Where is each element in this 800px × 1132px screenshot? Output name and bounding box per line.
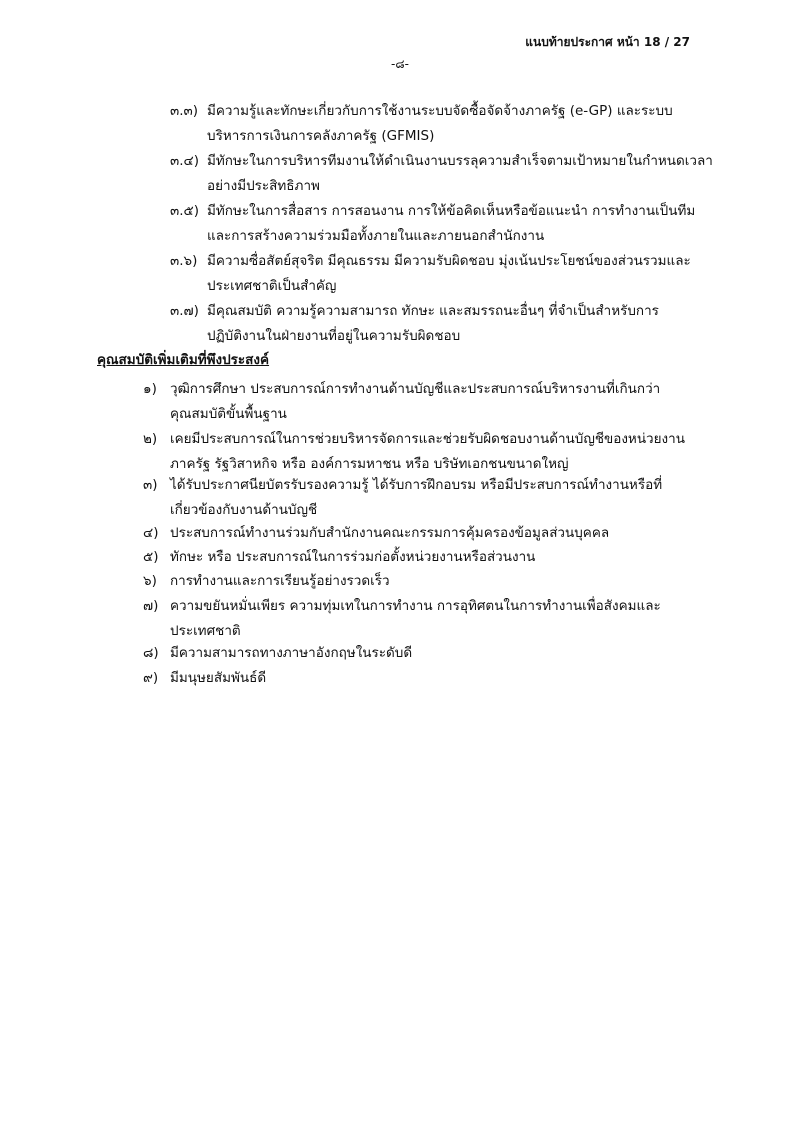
item-text: มีความสามารถทางภาษาอังกฤษในระดับดี — [170, 645, 413, 661]
list-item — [143, 545, 710, 570]
item-text: มีทักษะในการบริหารทีมงานให้ดำเนินงานบรรลุความสำเร็จตามเป้าหมายในกำหนดเวลา — [207, 153, 713, 169]
item-number: ๓.๗) — [170, 303, 199, 319]
item-number: ๓.๔) — [170, 153, 200, 169]
item-text: ได้รับประกาศนียบัตรรับรองความรู้ ได้รับการฝึกอบรม หรือมีประสบการณ์ทำงานหรือที่ — [170, 477, 663, 493]
item-number: ๓) — [143, 477, 158, 493]
list-item — [143, 377, 710, 427]
item-number: ๖) — [143, 573, 157, 589]
section-heading: คุณสมบัติเพิ่มเติมที่พึงประสงค์ — [97, 352, 270, 368]
page-number: -๘- — [391, 57, 409, 71]
item-number: ๘) — [143, 645, 159, 661]
list-item — [170, 299, 710, 349]
item-text: การทำงานและการเรียนรู้อย่างรวดเร็ว — [170, 573, 390, 589]
item-text: มีทักษะในการสื่อสาร การสอนงาน การให้ข้อคิดเห็นหรือข้อแนะนำ การทำงานเป็นทีม — [207, 203, 696, 219]
item-text: ความขยันหมั่นเพียร ความทุ่มเทในการทำงาน การอุทิศตนในการทำงานเพื่อสังคมและ — [170, 598, 661, 614]
item-number: ๔) — [143, 525, 159, 541]
item-text: เกี่ยวข้องกับงานด้านบัญชี — [170, 502, 318, 518]
item-text: และการสร้างความร่วมมือทั้งภายในและภายนอกสำนักงาน — [207, 228, 545, 244]
list-item — [143, 473, 710, 523]
item-number: ๓.๕) — [170, 203, 200, 219]
item-number: ๗) — [143, 598, 159, 614]
item-text: ประเทศชาติ — [170, 623, 241, 639]
item-number: ๙) — [143, 670, 159, 686]
item-text: เคยมีประสบการณ์ในการช่วยบริหารจัดการและช่วยรับผิดชอบงานด้านบัญชีของหน่วยงาน — [170, 431, 685, 447]
item-text: มีมนุษยสัมพันธ์ดี — [170, 670, 267, 686]
item-text: ทักษะ หรือ ประสบการณ์ในการร่วมก่อตั้งหน่วยงานหรือส่วนงาน — [170, 549, 536, 565]
page-header: แนบท้ายประกาศ หน้า 18 / 27 — [525, 35, 690, 49]
item-number: ๒) — [143, 431, 158, 447]
list-item — [143, 521, 710, 546]
item-number: ๓.๓) — [170, 103, 199, 119]
list-item — [143, 641, 710, 666]
item-text: วุฒิการศึกษา ประสบการณ์การทำงานด้านบัญชีและประสบการณ์บริหารงานที่เกินกว่า — [170, 381, 661, 397]
item-text: บริหารการเงินการคลังภาครัฐ (GFMIS) — [207, 128, 435, 144]
item-text: ประสบการณ์ทำงานร่วมกับสำนักงานคณะกรรมการคุ้มครองข้อมูลส่วนบุคคล — [170, 525, 610, 541]
item-text: อย่างมีประสิทธิภาพ — [207, 178, 320, 194]
item-number: ๑) — [143, 381, 157, 397]
list-item — [170, 99, 710, 149]
item-text: ภาครัฐ รัฐวิสาหกิจ หรือ องค์การมหาชน หรือ บริษัทเอกชนขนาดใหญ่ — [170, 456, 569, 472]
item-text: มีคุณสมบัติ ความรู้ความสามารถ ทักษะ และสมรรถนะอื่นๆ ที่จำเป็นสำหรับการ — [207, 303, 659, 319]
list-item — [170, 199, 710, 249]
item-text: คุณสมบัติขั้นพื้นฐาน — [170, 406, 287, 422]
item-number: ๕) — [143, 549, 159, 565]
item-text: มีความซื่อสัตย์สุจริต มีคุณธรรม มีความรับผิดชอบ มุ่งเน้นประโยชน์ของส่วนรวมและ — [207, 253, 691, 269]
list-item — [143, 569, 710, 594]
item-text: ประเทศชาติเป็นสำคัญ — [207, 278, 337, 294]
item-text: ปฏิบัติงานในฝ่ายงานที่อยู่ในความรับผิดชอบ — [207, 328, 461, 344]
list-item — [143, 594, 710, 644]
list-item — [170, 249, 710, 299]
list-item — [143, 427, 710, 477]
item-text: มีความรู้และทักษะเกี่ยวกับการใช้งานระบบจัดซื้อจัดจ้างภาครัฐ (e-GP) และระบบ — [207, 103, 673, 119]
list-item — [143, 666, 710, 691]
item-number: ๓.๖) — [170, 253, 198, 269]
list-item — [170, 149, 713, 199]
